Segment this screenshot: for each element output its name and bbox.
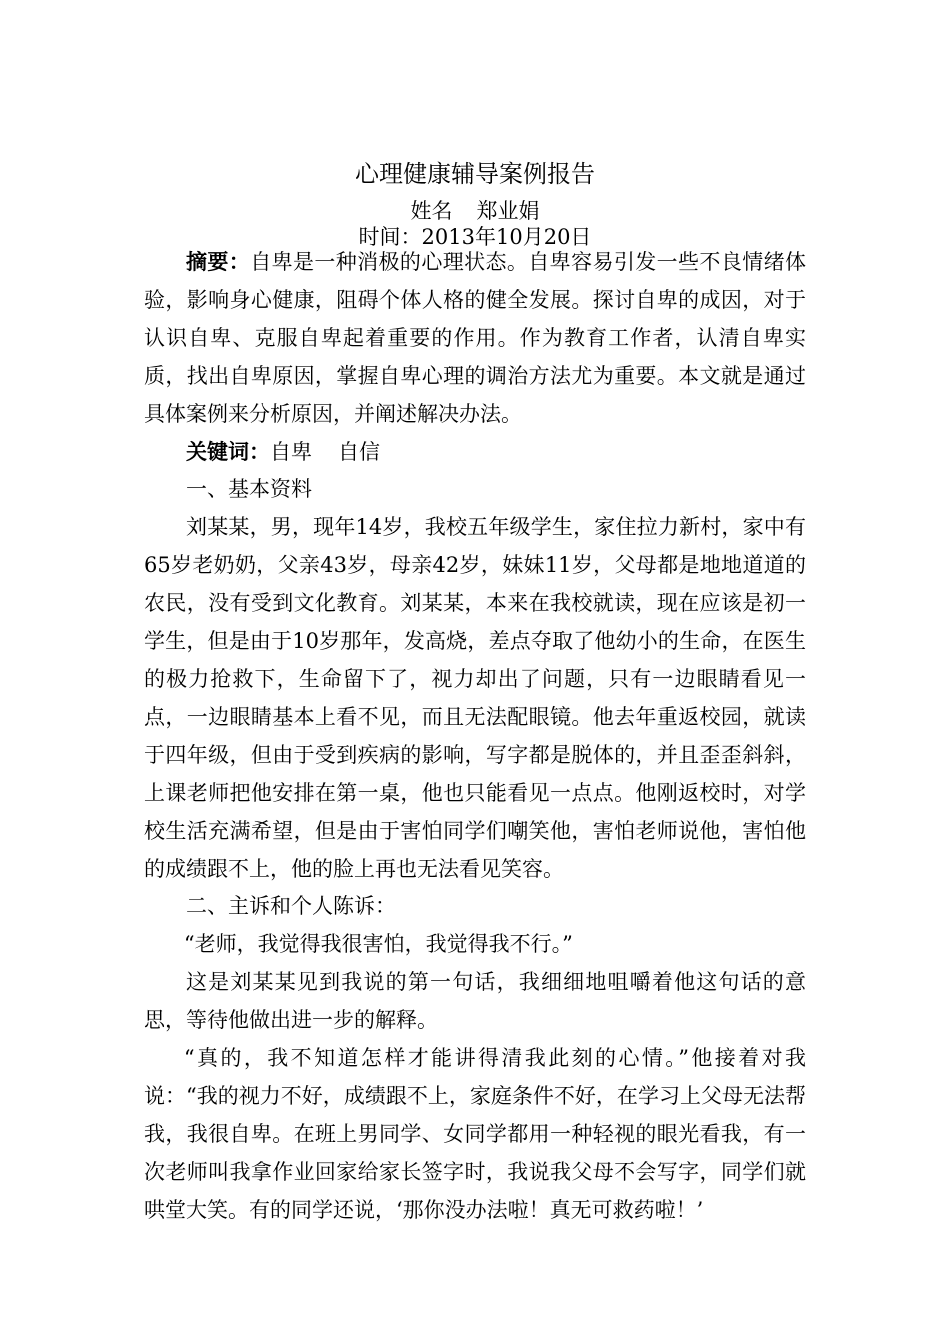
author-label: 姓名 bbox=[410, 199, 453, 223]
paragraph-3: 这是刘某某见到我说的第一句话，我细细地咀嚼着他这句话的意思，等待他做出进一步的解释。 bbox=[144, 970, 806, 1033]
author-name: 郑业娟 bbox=[476, 199, 540, 223]
section-1-paragraph: 刘某某，男，现年14岁，我校五年级学生，家住拉力新村，家中有65岁老奶奶，父亲43岁，母亲42岁，妹妹11岁，父母都是地地道道的农民，没有受到文化教育。刘某某，本来在我校就读，现在应该是初一学生，但是由于10岁那年，发高烧，差点夺取了他幼小的生命，在医生的极力抢救下，生命留下了，视力却出了问题，只有一边眼睛看见一点，一边眼睛基本上看不见，而且无法配眼镜。他去年重返校园，就读于四年级，但由于受到疾病的影响，写字都是脱体的，并且歪歪斜斜，上课老师把他安排在第一桌，他也只能看见一点点。他刚返校时，对学校生活充满希望，但是由于害怕同学们嘲笑他，害怕老师说他，害怕他的成绩跟不上，他的脸上再也无法看见笑容。 bbox=[144, 515, 806, 881]
date-line: 时间：2013年10月20日 bbox=[358, 225, 592, 249]
keyword-2: 自信 bbox=[338, 439, 380, 464]
abstract-text: 自卑是一种消极的心理状态。自卑容易引发一些不良情绪体验，影响身心健康，阻碍个体人格的健全发展。探讨自卑的成因，对于认识自卑、克服自卑起着重要的作用。作为教育工作者，认清自卑实质，找出自卑原因，掌握自卑心理的调治方法尤为重要。本文就是通过具体案例来分析原因，并阐述解决办法。 bbox=[144, 250, 807, 426]
abstract-paragraph bbox=[144, 244, 806, 434]
abstract-label: 摘要： bbox=[186, 250, 251, 274]
keywords-label: 关键词： bbox=[186, 439, 270, 464]
keyword-1: 自卑 bbox=[270, 439, 312, 464]
quote-paragraph: “老师，我觉得我很害怕，我觉得我不行。” bbox=[183, 932, 573, 957]
section-1-heading: 一、基本资料 bbox=[186, 477, 312, 502]
author-line bbox=[0, 197, 950, 225]
document-title: 心理健康辅导案例报告 bbox=[355, 160, 595, 188]
document-body bbox=[144, 244, 806, 1230]
paragraph-4: “真的，我不知道怎样才能讲得清我此刻的心情。”他接着对我说：“我的视力不好，成绩跟不上，家庭条件不好，在学习上父母无法帮我，我很自卑。在班上男同学、女同学都用一种轻视的眼光看我，有一次老师叫我拿作业回家给家长签字时，我说我父母不会写字，同学们就哄堂大笑。有的同学还说，‘那你没办法啦！真无可救药啦！’ bbox=[144, 1046, 806, 1222]
keywords-paragraph bbox=[144, 434, 806, 472]
section-2-heading: 二、主诉和个人陈诉： bbox=[186, 894, 396, 919]
